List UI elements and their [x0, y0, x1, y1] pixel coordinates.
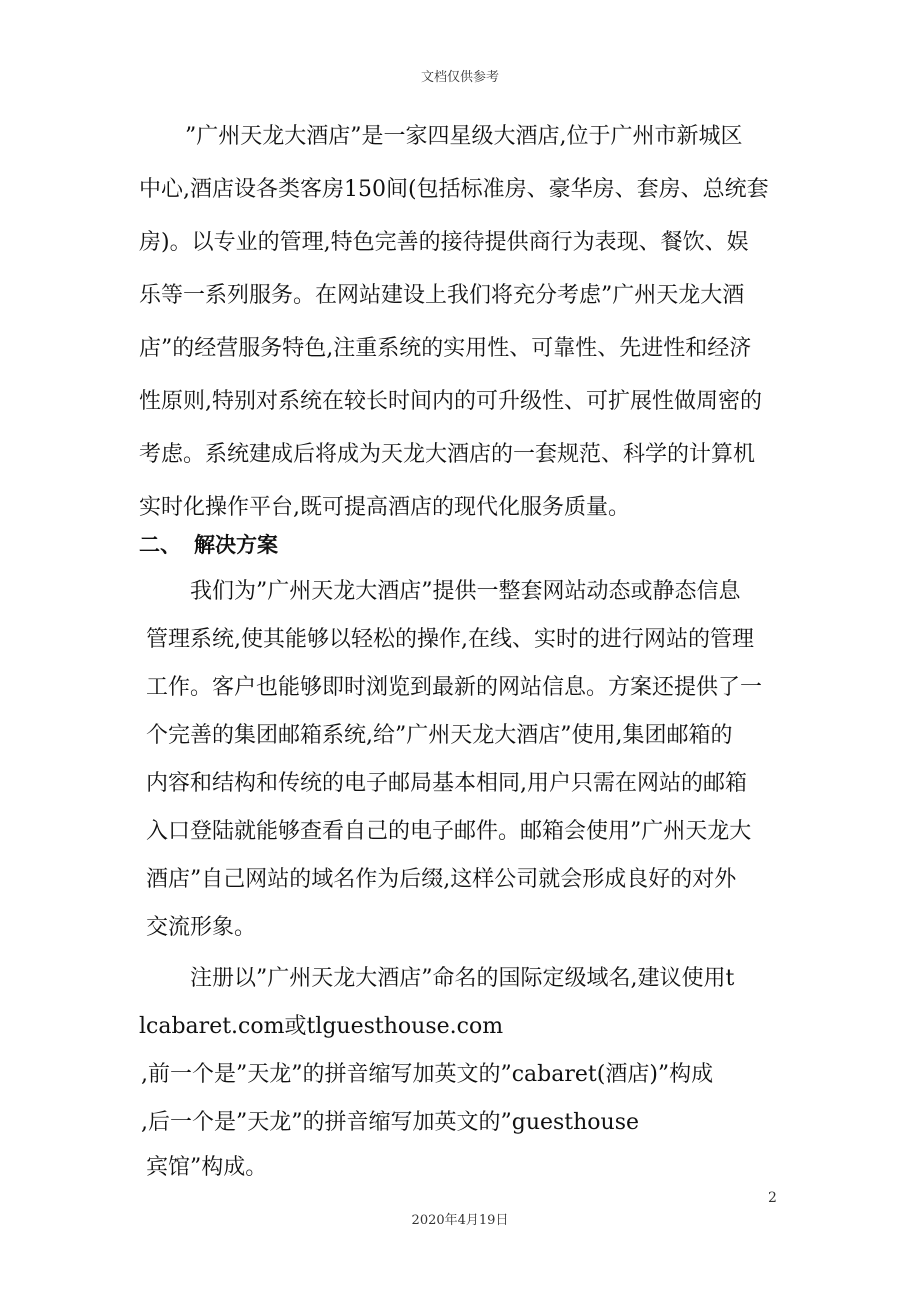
- page-footer-date: 2020年4月19日: [411, 1213, 509, 1228]
- text-line: 店”的经营服务特色,注重系统的实用性、可靠性、先进性和经济: [139, 336, 752, 361]
- text-line: 工作。客户也能够即时浏览到最新的网站信息。方案还提供了一: [146, 675, 763, 700]
- text-line: ,前一个是”天龙”的拼音缩写加英文的”cabaret(酒店)”构成: [141, 1062, 714, 1087]
- text-line: lcabaret.com或tlguesthouse.com: [139, 1014, 504, 1039]
- section-heading: [139, 530, 278, 560]
- text-line: 宾馆”构成。: [146, 1155, 268, 1180]
- text-line: 实时化操作平台,既可提高酒店的现代化服务质量。: [139, 495, 630, 520]
- page-header: 文档仅供参考: [420, 70, 499, 85]
- text-line: 房)。以专业的管理,特色完善的接待提供商行为表现、餐饮、娱: [139, 230, 749, 255]
- text-line: 管理系统,使其能够以轻松的操作,在线、实时的进行网站的管理: [146, 627, 754, 652]
- text-line: 中心,酒店设各类客房150间(包括标准房、豪华房、套房、总统套: [139, 177, 769, 202]
- text-line: 交流形象。: [146, 915, 257, 940]
- section-number: 二、: [139, 532, 181, 557]
- text-line: ”广州天龙大酒店”是一家四星级大酒店,位于广州市新城区: [185, 124, 743, 149]
- page-number: 2: [768, 1190, 777, 1206]
- text-line: ,后一个是”天龙”的拼音缩写加英文的”guesthouse: [141, 1110, 640, 1135]
- text-line: 我们为”广州天龙大酒店”提供一整套网站动态或静态信息: [190, 579, 741, 604]
- text-line: 考虑。系统建成后将成为天龙大酒店的一套规范、科学的计算机: [139, 442, 756, 467]
- section-title: 解决方案: [194, 532, 278, 557]
- text-line: 酒店”自己网站的域名作为后缀,这样公司就会形成良好的对外: [146, 867, 737, 892]
- text-line: 乐等一系列服务。在网站建设上我们将充分考虑”广州天龙大酒: [139, 283, 745, 308]
- text-line: 注册以”广州天龙大酒店”命名的国际定级域名,建议使用t: [190, 966, 735, 991]
- text-line: 入口登陆就能够查看自己的电子邮件。邮箱会使用”广州天龙大: [146, 819, 752, 844]
- text-line: 个完善的集团邮箱系统,给”广州天龙大酒店”使用,集团邮箱的: [146, 723, 733, 748]
- text-line: 内容和结构和传统的电子邮局基本相同,用户只需在网站的邮箱: [146, 771, 747, 796]
- text-line: 性原则,特别对系统在较长时间内的可升级性、可扩展性做周密的: [139, 389, 762, 414]
